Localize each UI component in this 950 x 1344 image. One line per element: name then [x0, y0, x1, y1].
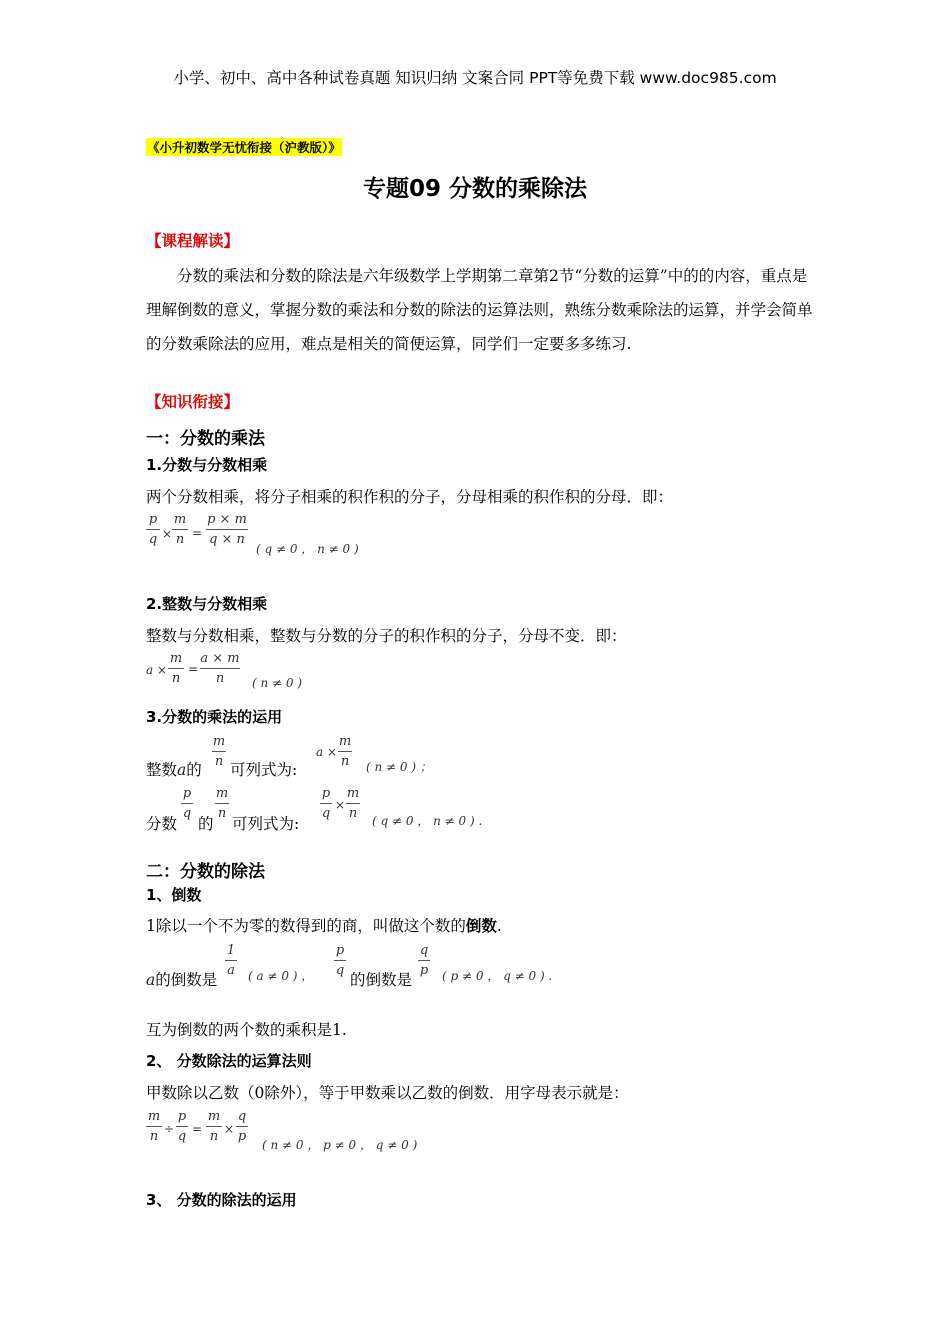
condition: ( q ≠ 0 ， n ≠ 0 ) .: [372, 814, 483, 828]
condition: ( n ≠ 0 ) ；: [366, 760, 432, 774]
fraction-p-over-q: p q: [335, 943, 345, 978]
fraction-p-over-q: p q: [146, 512, 160, 547]
fraction-m-over-n: m n: [169, 651, 183, 686]
fraction-m-over-n: m n: [173, 512, 187, 547]
fraction-m-over-n: m n: [215, 786, 229, 821]
fraction-p-over-q: p q: [177, 1109, 187, 1144]
s2-3-heading: 3、 分数的除法的运用: [146, 1191, 297, 1209]
fraction-m-over-n: m n: [346, 786, 360, 821]
condition: ( p ≠ 0 ， q ≠ 0 ) .: [442, 969, 553, 983]
s2-2-text: 甲数除以乙数（0除外），等于甲数乘以乙数的倒数．用字母表示就是：: [146, 1084, 629, 1102]
course-tag: 【课程解读】: [146, 232, 240, 250]
s1-3-line2-post: 可列式为:: [232, 815, 300, 833]
fraction-q-over-p: q p: [237, 1109, 247, 1144]
fraction-m-over-n: m n: [147, 1109, 161, 1144]
fraction-q-over-p: q p: [419, 943, 429, 978]
equals-sign: =: [192, 526, 203, 540]
condition: ( n ≠ 0 ， p ≠ 0 ， q ≠ 0 ): [262, 1138, 418, 1152]
knowledge-tag: 【知识衔接】: [146, 393, 240, 411]
fraction-m-over-n: m n: [207, 1109, 221, 1144]
integer-a-times: a ×: [316, 745, 338, 759]
integer-a-times: a ×: [146, 663, 168, 677]
s1-3-line2-pre: 分数: [146, 815, 178, 833]
s1-2-heading: 2.整数与分数相乘: [146, 595, 268, 613]
section1-heading: 一：分数的乘法: [146, 429, 265, 449]
fraction-p-over-q: p q: [321, 786, 331, 821]
equals-sign: =: [188, 662, 199, 676]
s2-2-heading: 2、 分数除法的运算法则: [146, 1052, 312, 1070]
s2-1-text: 1除以一个不为零的数得到的商，叫做这个数的倒数.: [146, 916, 502, 935]
times-sign: ×: [224, 1122, 235, 1136]
s1-3-heading: 3.分数的乘法的运用: [146, 708, 283, 726]
reciprocal-text: 的倒数是: [350, 971, 413, 989]
condition: ( n ≠ 0 ): [252, 676, 303, 690]
fraction-a-times-m-over-n: a × m n: [200, 651, 240, 686]
s1-1-text: 两个分数相乘，将分子相乘的积作积的分子，分母相乘的积作积的分母．即：: [146, 488, 674, 506]
fraction-1-over-a: 1 a: [226, 943, 236, 978]
reciprocal-a: a的倒数是: [146, 971, 218, 989]
reciprocal-product-text: 互为倒数的两个数的乘积是1.: [146, 1021, 347, 1039]
section2-heading: 二：分数的除法: [146, 862, 265, 882]
equals-sign: =: [192, 1122, 203, 1136]
s1-3-line1-post: 可列式为:: [230, 761, 298, 779]
condition: ( q ≠ 0 ， n ≠ 0 ): [256, 542, 359, 556]
fraction-m-over-n: m n: [338, 734, 352, 769]
times-sign: ×: [335, 798, 346, 812]
fraction-product: p × m q × n: [207, 512, 247, 547]
s1-3-line2-mid: 的: [198, 815, 214, 833]
course-paragraph: 分数的乘法和分数的除法是六年级数学上学期第二章第2节“分数的运算”中的的内容，重点是理解倒数的意义，掌握分数的乘法和分数的除法的运算法则，熟练分数乘除法的运算，并学会简单的分数乘除法的应用，难点是相关的简便运算，同学们一定要多多练习.: [146, 267, 813, 353]
s1-2-text: 整数与分数相乘，整数与分数的分子的积作积的分子，分母不变．即：: [146, 627, 627, 645]
s1-3-line1-pre: 整数a的: [146, 761, 202, 779]
series-label: 《小升初数学无忧衔接（沪教版）》: [147, 140, 341, 155]
condition: ( a ≠ 0 ) ，: [248, 969, 314, 983]
page-title: 专题09 分数的乘除法: [362, 176, 587, 202]
divide-sign: ÷: [164, 1122, 175, 1136]
times-sign: ×: [162, 527, 173, 541]
fraction-p-over-q: p q: [182, 786, 192, 821]
page-header: 小学、初中、高中各种试卷真题 知识归纳 文案合同 PPT等免费下载 www.doc985.com: [173, 69, 777, 87]
s2-1-heading: 1、倒数: [146, 886, 202, 904]
s1-1-heading: 1.分数与分数相乘: [146, 456, 268, 474]
fraction-m-over-n: m n: [212, 734, 226, 769]
